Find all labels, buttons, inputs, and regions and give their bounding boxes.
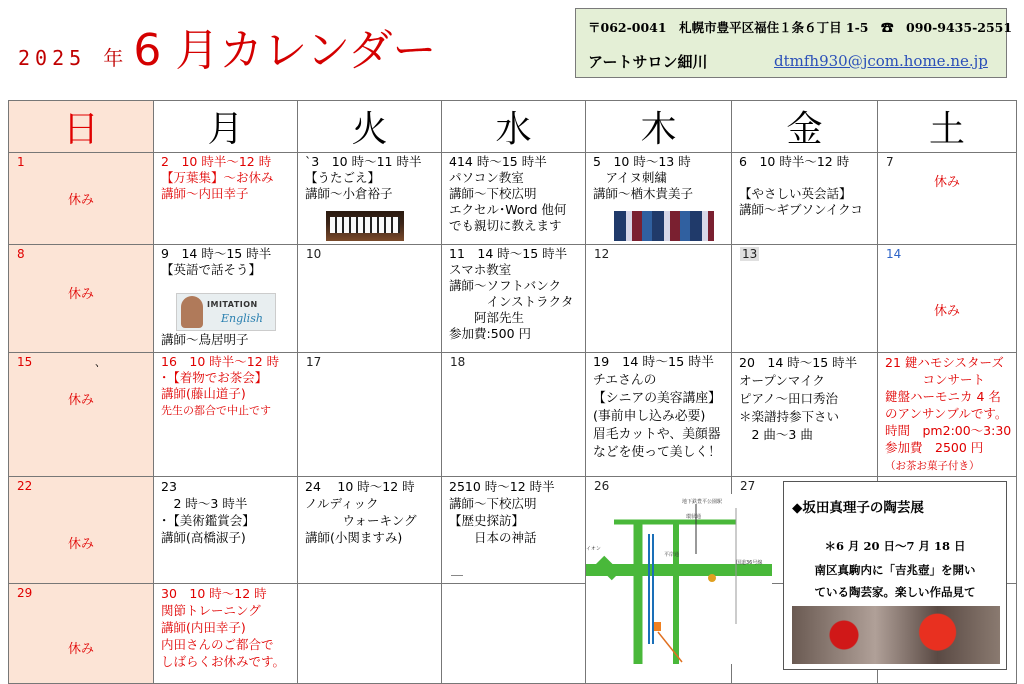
stray-mark: ､	[95, 355, 102, 369]
holiday-label: 休み	[933, 304, 960, 319]
day-number: 8	[17, 247, 25, 261]
event-text: 9 14 時～15 時半 【英語で話そう】	[161, 246, 272, 277]
day-number: 13	[742, 247, 758, 261]
holiday-label: 休み	[933, 175, 960, 190]
day-cell-3	[298, 153, 442, 245]
event-text: 23 2 時～3 時半 ･【美術鑑賞会】 講師(高橋淑子)	[161, 479, 255, 545]
pottery-exhibition-box	[783, 481, 1007, 670]
day-cell-7	[878, 153, 1017, 245]
access-map	[586, 494, 772, 664]
week-row-3	[9, 353, 1017, 477]
weekday-tue: 火	[298, 101, 442, 153]
email-link[interactable]: dtmfh930@jcom.home.ne.jp	[774, 52, 988, 70]
day-cell-15	[9, 353, 154, 477]
weekday-sat: 土	[878, 101, 1017, 153]
exhibition-title: ◆坂田真理子の陶芸展	[792, 500, 924, 516]
day-number: 15	[17, 355, 33, 369]
holiday-label: 休み	[67, 193, 94, 208]
holiday-label: 休み	[67, 537, 94, 552]
image-caption-top: IMITATION	[207, 300, 258, 309]
exhibition-desc-1: 南区真駒内に「吉兆壺」を開い	[814, 563, 976, 577]
day-cell-23	[154, 477, 298, 584]
day-number: 12	[594, 247, 610, 261]
teacher-photo	[181, 296, 203, 328]
event-text: 21 鍵ハモシスターズ コンサート 鍵盤ハーモニカ 4 名 のアンサンブルです。 時間 pm2:00～3:30 参加費 2500 円 （お茶お菓子付き）	[885, 355, 1012, 472]
event-text: 2 10 時半～12 時 【万葉集】～お休み 講師～内田幸子	[161, 154, 274, 201]
event-text: 5 10 時～13 時 アイヌ刺繍 講師～楢木貴美子	[593, 154, 694, 201]
day-cell-14	[878, 245, 1017, 353]
exhibition-dates: ＊6 月 20 日～7 月 18 日	[824, 539, 966, 553]
stray-mark: ＿	[451, 563, 464, 577]
contact-box	[575, 8, 1013, 78]
day-number: 27	[740, 479, 756, 493]
day-number: 18	[450, 355, 466, 369]
map-label: 平岸通	[664, 552, 680, 558]
day-cell-6	[732, 153, 878, 245]
event-text: 24 10 時～12 時 ノルディック ウォーキング 講師(小関ますみ)	[305, 479, 417, 545]
day-cell-25	[442, 477, 586, 584]
event-text: 16 10 時半～12 時 ･【着物でお茶会】 講師(藤山道子) 先生の都合で中止です	[161, 354, 280, 417]
day-cell-11	[442, 245, 586, 353]
weekday-mon: 月	[154, 101, 298, 153]
map-drawing	[586, 494, 772, 664]
week-row-1	[9, 153, 1017, 245]
day-cell-24	[298, 477, 442, 584]
event-text: 11 14 時～15 時半 スマホ教室 講師～ソフトバンク インストラクタ 阿部先生 参加費:500 円	[449, 246, 574, 341]
image-caption-bottom: English	[221, 312, 263, 325]
day-number: 14	[886, 247, 902, 261]
weekday-sun: 日	[9, 101, 154, 153]
day-number: 29	[17, 586, 33, 600]
map-label: 地下鉄豊平公園駅	[682, 499, 723, 505]
day-cell-21	[878, 353, 1017, 477]
instructor-text: 講師～鳥居明子	[161, 332, 249, 347]
map-label: 環状通	[686, 514, 702, 520]
weekday-wed: 水	[442, 101, 586, 153]
empty-cell	[298, 584, 442, 684]
english-class-image	[176, 293, 276, 331]
weekday-header-row	[9, 101, 1017, 153]
event-text: 2510 時～12 時半 講師～下校広明 【歴史探訪】 日本の神話	[449, 479, 555, 545]
day-cell-5	[586, 153, 732, 245]
holiday-label: 休み	[67, 287, 94, 302]
piano-photo	[326, 211, 404, 241]
embroidery-photo	[614, 211, 714, 241]
day-cell-12	[586, 245, 732, 353]
map-label: 国道36号線	[736, 560, 763, 566]
event-text: 20 14 時～15 時半 オープンマイク ピアノ～田口秀治 ＊楽譜持参下さい 2 曲～3 曲	[739, 355, 858, 442]
day-cell-22	[9, 477, 154, 584]
day-number: 1	[17, 155, 25, 169]
month-title: 6 月カレンダー	[133, 25, 437, 76]
day-number: 17	[306, 355, 322, 369]
holiday-label: 休み	[67, 642, 94, 657]
day-cell-9	[154, 245, 298, 353]
event-text: 6 10 時半～12 時 【やさしい英会話】 講師～ギブソンイクコ	[739, 154, 863, 217]
day-number: 7	[886, 155, 894, 169]
day-cell-30	[154, 584, 298, 684]
day-number: 10	[306, 247, 322, 261]
day-cell-8	[9, 245, 154, 353]
day-number: 26	[594, 479, 610, 493]
holiday-label: 休み	[67, 393, 94, 408]
event-text: 19 14 時～15 時半 チエさんの 【シニアの美容講座】 (事前申し込み必要) 眉毛カットや、美顔器 などを使って美しく！	[593, 355, 721, 460]
day-cell-10	[298, 245, 442, 353]
exhibition-desc-2: ている陶芸家。楽しい作品見て	[814, 585, 976, 599]
day-cell-4	[442, 153, 586, 245]
calendar-title	[18, 14, 436, 78]
week-row-2	[9, 245, 1017, 353]
day-cell-1	[9, 153, 154, 245]
weekday-thu: 木	[586, 101, 732, 153]
day-cell-20	[732, 353, 878, 477]
day-cell-13	[732, 245, 878, 353]
event-text: 30 10 時～12 時 関節トレーニング 講師(内田幸子) 内田さんのご都合で しばらくお休みです。	[161, 586, 286, 669]
map-label: イオン	[586, 546, 601, 552]
event-text: 414 時～15 時半 パソコン教室 講師～下校広明 エクセル･Word 他何 でも親切に教えます	[449, 154, 567, 233]
day-cell-2	[154, 153, 298, 245]
day-cell-17	[298, 353, 442, 477]
weekday-fri: 金	[732, 101, 878, 153]
empty-cell	[442, 584, 586, 684]
day-cell-16	[154, 353, 298, 477]
day-cell-19	[586, 353, 732, 477]
year-label: 2025 年	[18, 46, 129, 70]
day-cell-29	[9, 584, 154, 684]
event-text: `3 10 時～11 時半 【うたごえ】 講師～小倉裕子	[305, 154, 422, 201]
day-cell-18	[442, 353, 586, 477]
address-line: 〒062-0041 札幌市豊平区福住１条６丁目 1-5 ☎ 090-9435-2551	[588, 20, 1013, 35]
pottery-photo	[792, 606, 1000, 664]
day-number: 22	[17, 479, 33, 493]
salon-name: アートサロン細川	[588, 53, 708, 71]
